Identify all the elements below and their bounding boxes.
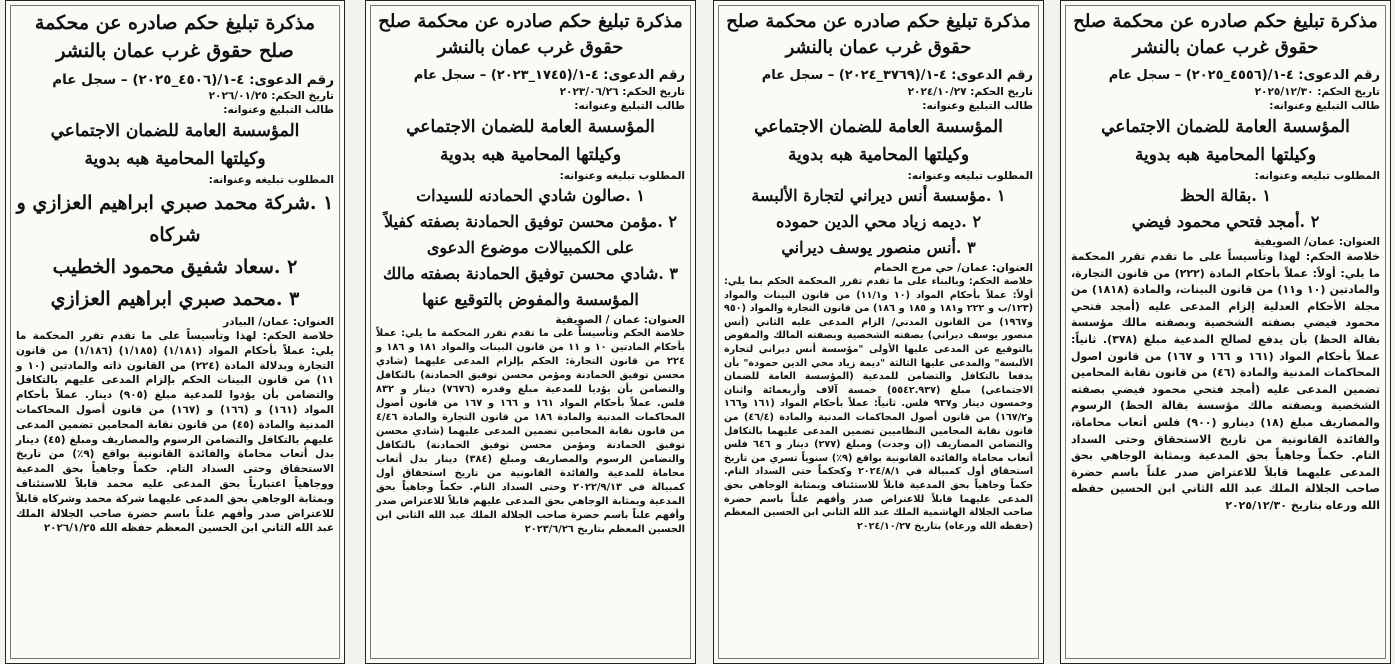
case-number: رقم الدعوى: ٤-١/(١٧٤٥_٢٠٢٣) – سجل عام (413, 68, 685, 83)
verdict-date: تاريخ الحكم: ٢٠٢٤/١٠/٢٧ (907, 86, 1033, 98)
notice-title: مذكرة تبليغ حكم صادره عن محكمة صلح حقوق غرب عمان بالنشر (726, 11, 1031, 58)
defendant-item: ١ .شركة محمد صبري ابراهيم العزازي و شركاه (16, 192, 334, 246)
defendant-item: ١ .صالون شادي الحمادنه للسيدات (416, 186, 645, 205)
defendant-address: العنوان: عمان/ الصويفية (1254, 236, 1380, 248)
requester-lawyer: وكيلتها المحامية هبه بدوية (1134, 145, 1317, 165)
defendant-item: ٢ .أمجد فتحي محمود فيضي (1131, 212, 1320, 231)
case-number: رقم الدعوى: ٤-١/(٤٥٥٦_٢٠٢٥) – سجل عام (1108, 68, 1380, 83)
requester-label: طالب التبليغ وعنوانه: (574, 100, 685, 112)
requester-label: طالب التبليغ وعنوانه: (922, 100, 1033, 112)
defendant-address: العنوان: عمان / الصويفية (555, 314, 685, 326)
defendant-item: ١ .مؤسسة أنس ديراني لتجارة الألبسة (751, 186, 1006, 205)
verdict-summary: خلاصة الحكم: لهذا وتأسيساً على ما تقدم تقرر المحكمة ما يلي: عملاً بأحكام المواد (١/١٨١) (١/١٨٥) (١/١٨٦) من قانون التجارة وبدلالة المادة (٢٢٤) من القانون ذاته والمادتين (١٠ و ١١) من قانون البينات الحكم بإلزام المدعى عليهم بالتكافل والتضامن بأن يؤدوا للمدعية مبلغ (٩٠٥) دينار. عملاً بأحكام المواد (١٦١) و (١٦٦) و (١٦٧) من قانون أصول المحاكمات المدنية والمادة (٤٥) من قانون نقابة المحامين تضمين المدعى عليهم بالتكافل والتضامن الرسوم والمصاريف ومبلغ (٤٥) دينار بدل أتعاب محاماة والفائدة القانونية بواقع (٩٪) من تاريخ الاستحقاق وحتى السداد التام. حكماً وجاهياً بحق المدعية ووجاهياً اعتبارياً بحق المدعى عليه محمد قابلاً للاستئناف وبمثابة الوجاهي بحق المدعى عليهما شركة محمد وشركاه قابلاً للاعتراض صدر وأفهم علناً باسم حضرة صاحب الجلالة الملك عبد الله الثاني ابن الحسين المعظم حفظه الله ٢٠٢٦/١/٢٥ (16, 330, 334, 535)
defendants-label: المطلوب تبليغه وعنوانه: (559, 170, 685, 182)
defendant-address: العنوان: عمان/ حي مرج الحمام (873, 262, 1033, 274)
defendant-item: ٣ .شادي محسن توفيق الحمادنة بصفته مالك المؤسسة والمفوض بالتوقيع عنها (383, 264, 678, 309)
court-notice-4 (5, 0, 345, 664)
defendant-item: ٣ .محمد صبري ابراهيم العزازي (50, 288, 300, 310)
court-notice-1 (1060, 0, 1391, 664)
requester-name: المؤسسة العامة للضمان الاجتماعي (754, 117, 1003, 137)
defendant-item: ٣ .أنس منصور يوسف ديراني (781, 238, 976, 257)
defendants-label: المطلوب تبليغه وعنوانه: (907, 170, 1033, 182)
defendants-label: المطلوب تبليغه وعنوانه: (1254, 170, 1380, 182)
requester-lawyer: وكيلتها المحامية هبه بدوية (439, 145, 622, 165)
case-number: رقم الدعوى: ٤-١/(٣٧٦٩_٢٠٢٤) – سجل عام (761, 68, 1033, 83)
case-number: رقم الدعوى: ٤-١/(٤٥٠٦_٢٠٢٥) – سجل عام (52, 72, 334, 88)
requester-lawyer: وكيلتها المحامية هبه بدوية (84, 149, 266, 169)
defendants-label: المطلوب تبليغه وعنوانه: (208, 174, 334, 186)
verdict-summary: خلاصة الحكم: لهذا وتأسيساً على ما تقدم تقرر المحكمة ما يلي: أولاً: عملاً بأحكام المادة (٢٢٢) من قانون التجارة، والمادتين (١٠ و١١) من قانون البينات، والمادة (١٨١٨) من مجلة الأحكام العدلية إلزام المدعى عليه (أمجد فتحي محمود فيضي بصفته الشخصية وبصفته مالك مؤسسة بقالة الحظ) بأن يدفع لصالح المدعية مبلغ (٣٧٨). ثانياً: عملاً بأحكام المواد (١٦١ و ١٦٦ و ١٦٧) من قانون اصول المحاكمات المدنية والمادة (٤٦) من قانون نقابة المحامين تضمين المدعى عليه (أمجد فتحي محمود فيضي بصفته الشخصية وبصفته مالك مؤسسة بقالة الحظ) الرسوم والمصاريف مبلغ (١٨) دينارو (٩٠٠) فلس أتعاب محاماة، والفائدة القانونية من تاريخ الاستحقاق وحتى السداد التام. حكماً وجاهياً بحق المدعية وبمثابة الوجاهي بحق المدعى عليهما قابلاً للاعتراض صدر علناً باسم حضرة صاحب الجلالة الملك عبد الله الثاني ابن الحسين حفظه الله ورعاه بتاريخ ٢٠٢٥/١٢/٣٠ (1071, 250, 1381, 512)
requester-name: المؤسسة العامة للضمان الاجتماعي (1101, 117, 1350, 137)
notice-title: مذكرة تبليغ حكم صادره عن محكمة صلح حقوق غرب عمان بالنشر (34, 12, 316, 62)
notice-title: مذكرة تبليغ حكم صادره عن محكمة صلح حقوق غرب عمان بالنشر (378, 11, 683, 58)
requester-name: المؤسسة العامة للضمان الاجتماعي (50, 121, 300, 141)
verdict-date: تاريخ الحكم: ٢٠٢٦/٠١/٢٥ (208, 90, 334, 102)
verdict-date: تاريخ الحكم: ٢٠٢٥/١٢/٣٠ (1254, 86, 1380, 98)
requester-lawyer: وكيلتها المحامية هبه بدوية (787, 145, 970, 165)
requester-label: طالب التبليغ وعنوانه: (223, 104, 334, 116)
notice-title: مذكرة تبليغ حكم صادره عن محكمة صلح حقوق غرب عمان بالنشر (1073, 11, 1378, 58)
court-notice-2 (713, 0, 1044, 664)
requester-label: طالب التبليغ وعنوانه: (1269, 100, 1380, 112)
defendant-item: ١ .بقالة الحظ (1179, 186, 1271, 205)
requester-name: المؤسسة العامة للضمان الاجتماعي (406, 117, 655, 137)
verdict-date: تاريخ الحكم: ٢٠٢٣/٠٦/٢٦ (559, 86, 685, 98)
verdict-summary: خلاصة الحكم: وبالبناء على ما تقدم تقرر المحكمة الحكم بما يلي: أولاً: عملاً بأحكام المواد (١٠ و١١/١) من قانون البينات والمواد (١٢٣/ب و ٢٢٢ و١٨١ و ١٨٥ و ١٨٦) من قانون التجارة والمواد (٩٥٠ و١٩٦٧) من القانون المدني/ الزام المدعى عليه الثاني (أنس منصور يوسف ديراني) بصفته الشخصية وبصفته المالك والمفوض بالتوقيع عن المدعى عليها الأولى "مؤسسة أنس ديراني لتجارة الألبسة" والمدعى عليها الثالثة "ديمة زياد محي الدين حمودة" بأن يدفعا بالتكافل والتضامن للمدعية (المؤسسة العامة للضمان الاجتماعي) مبلغ (٥٥٤٢.٩٣٧) خمسة آلاف وأربعمائة واثنان وخمسون دينار و٩٣٧ فلس. ثانياً: عملاً بأحكام المواد (١٦١ و١٦٦ و١٦٧/٢) من قانون أصول المحاكمات المدنية والمادة (٤٦/٤) من قانون نقابة المحامين النظاميين تضمين المدعى عليهما بالتكافل والتضامن المصاريف (إن وجدت) ومبلغ (٢٧٧) دينار و ٦٤٦ فلس أتعاب محاماة والفائدة القانونية بواقع (٩٪) سنوياً تسري من تاريخ استحقاق أول كمبيالة في ٢٠٢٤/٨/١ وكحكماً حتى السداد التام. حكماً وجاهياً بحق المدعية قابلاً للاستئناف وبمثابة الوجاهي بحق المدعى عليهما قابلاً للاعتراض صدر وأفهم علناً باسم حضرة صاحب الجلالة الهاشمية الملك عبد الله الثاني ابن الحسين المعظم (حفظه الله ورعاه) بتاريخ ٢٠٢٤/١٠/٢٧ (724, 276, 1033, 532)
defendant-item: ٢ .ديمه زياد محي الدين حموده (775, 212, 982, 231)
defendant-item: ٢ .سعاد شفيق محمود الخطيب (52, 256, 298, 278)
defendant-address: العنوان: عمان/ البيادر (223, 316, 334, 328)
verdict-summary: خلاصة الحكم وتأسيساً على ما تقدم تقرر المحكمة ما يلي: عملاً بأحكام المادتين ١٠ و ١١ من قانون البينات والمواد ١٨١ و ١٨٦ و ٢٢٤ من قانون التجارة: الحكم بإلزام المدعى عليهما (شادي محسن توفيق الحمادنة ومؤمن محسن توفيق الحمادنة) بالتكافل والتضامن بأن يؤديا للمدعية مبلغ وقدره (٧٦٧٦) دينار و ٨٣٢ فلس. عملاً بأحكام المواد ١٦١ و ١٦٦ و ١٦٧ من قانون أصول المحاكمات المدنية والمادة ١٨٦ من قانون التجارة والمادة ٤/٤٦ من قانون نقابة المحامين تضمين المدعى عليهما (شادي محسن توفيق الحمادنة ومؤمن محسن توفيق الحمادنة) بالتكافل والتضامن الرسوم والمصاريف ومبلغ (٣٨٤) دينار بدل أتعاب محاماة للمدعية والفائدة القانونية من تاريخ استحقاق أول كمبيالة في ٢٠٢٢/٩/١٣ وحتى السداد التام. حكماً وجاهياً بحق المدعية وبمثابة الوجاهي بحق المدعى عليهم قابلاً للاعتراض صدر وأفهم علناً باسم حضرة صاحب الجلالة الملك عبد الله الثاني ابن الحسين المعظم بتاريخ ٢٠٢٣/٦/٢٦ (376, 328, 686, 535)
court-notice-3 (365, 0, 696, 664)
defendant-item: ٢ .مؤمن محسن توفيق الحمادنة بصفته كفيلاً على الكمبيالات موضوع الدعوى (384, 212, 677, 257)
